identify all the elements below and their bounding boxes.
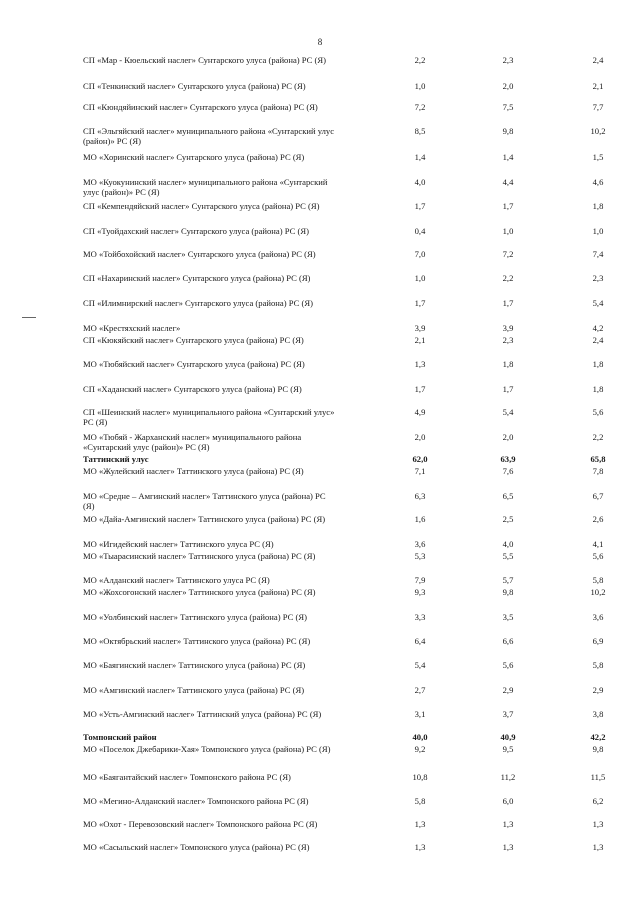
value-3: 2,3 <box>592 273 604 283</box>
value-1: 1,7 <box>414 201 426 211</box>
value-2: 9,8 <box>502 126 514 136</box>
value-2: 1,3 <box>502 819 514 829</box>
row-name: МО «Сасыльский наслег» Томпонского улуса (района) РС (Я) <box>83 842 310 852</box>
value-1: 3,1 <box>414 709 426 719</box>
row-name: СП «Хаданский наслег» Сунтарского улуса (района) РС (Я) <box>83 384 302 394</box>
page-number: 8 <box>317 37 323 47</box>
row-name: МО «Куокунинский наслег» муниципального района «Сунтарский улус (район)» РС (Я) <box>83 177 328 197</box>
value-3: 4,1 <box>592 539 604 549</box>
value-3: 10,2 <box>590 126 606 136</box>
row-name: МО «Тойбохойский наслег» Сунтарского улуса (района) РС (Я) <box>83 249 316 259</box>
row-name: Томпонский район <box>83 732 157 742</box>
value-1: 40,0 <box>412 732 428 742</box>
value-1: 8,5 <box>414 126 426 136</box>
margin-mark <box>22 317 36 318</box>
row-name: МО «Тюбяйский наслег» Сунтарского улуса (района) РС (Я) <box>83 359 305 369</box>
row-name: СП «Нахаринский наслег» Сунтарского улуса (района) РС (Я) <box>83 273 311 283</box>
value-2: 40,9 <box>500 732 516 742</box>
value-2: 6,0 <box>502 796 514 806</box>
value-3: 3,6 <box>592 612 604 622</box>
row-name: СП «Мар - Кюельский наслег» Сунтарского улуса (района) РС (Я) <box>83 55 326 65</box>
value-3: 2,6 <box>592 514 604 524</box>
value-2: 11,2 <box>500 772 516 782</box>
value-1: 7,9 <box>414 575 426 585</box>
row-name: МО «Усть-Амгинский наслег» Таттинский улуса (района) РС (Я) <box>83 709 322 719</box>
row-name: МО «Средне – Амгинский наслег» Таттинского улуса (района) РС (Я) <box>83 491 326 511</box>
row-name: МО «Амгинский наслег» Таттинского улуса (района) РС (Я) <box>83 685 305 695</box>
row-name: МО «Тюбяй - Жарханский наслег» муниципального района «Сунтарский улус (район)» РС (Я) <box>83 432 302 452</box>
value-2: 9,5 <box>502 744 514 754</box>
value-2: 1,7 <box>502 384 514 394</box>
value-1: 3,9 <box>414 323 426 333</box>
value-3: 3,8 <box>592 709 604 719</box>
value-3: 7,4 <box>592 249 604 259</box>
value-2: 6,6 <box>502 636 514 646</box>
value-2: 3,7 <box>502 709 514 719</box>
value-3: 1,8 <box>592 359 604 369</box>
row-name: МО «Жохсогонский наслег» Таттинского улуса (района) РС (Я) <box>83 587 316 597</box>
row-name: СП «Кемпендяйский наслег» Сунтарского улуса (района) РС (Я) <box>83 201 320 211</box>
row-name: МО «Дайа-Амгинский наслег» Таттинского улуса (района) РС (Я) <box>83 514 326 524</box>
value-1: 1,3 <box>414 842 426 852</box>
value-2: 9,8 <box>502 587 514 597</box>
row-name: СП «Туойдахский наслег» Сунтарского улуса (района) РС (Я) <box>83 226 309 236</box>
value-3: 2,9 <box>592 685 604 695</box>
value-3: 10,2 <box>590 587 606 597</box>
value-3: 7,7 <box>592 102 604 112</box>
value-3: 2,1 <box>592 81 604 91</box>
value-2: 3,5 <box>502 612 514 622</box>
row-name: СП «Кюндяйинский наслег» Сунтарского улуса (района) РС (Я) <box>83 102 318 112</box>
value-1: 7,2 <box>414 102 426 112</box>
value-3: 6,9 <box>592 636 604 646</box>
row-name: МО «Игидейский наслег» Таттинского улуса РС (Я) <box>83 539 274 549</box>
value-1: 0,4 <box>414 226 426 236</box>
value-3: 1,3 <box>592 842 604 852</box>
row-name: МО «Хоринский наслег» Сунтарского улуса (района) РС (Я) <box>83 152 305 162</box>
row-name: МО «Октябрьский наслег» Таттинского улуса (района) РС (Я) <box>83 636 311 646</box>
value-1: 1,7 <box>414 384 426 394</box>
value-2: 7,5 <box>502 102 514 112</box>
value-1: 6,3 <box>414 491 426 501</box>
row-name: МО «Тыарасинский наслег» Таттинского улуса (района) РС (Я) <box>83 551 316 561</box>
row-name: МО «Жулейский наслег» Таттинского улуса (района) РС (Я) <box>83 466 304 476</box>
value-1: 1,3 <box>414 359 426 369</box>
value-1: 1,0 <box>414 273 426 283</box>
value-1: 2,1 <box>414 335 426 345</box>
value-1: 62,0 <box>412 454 428 464</box>
value-2: 5,4 <box>502 407 514 417</box>
value-3: 1,8 <box>592 201 604 211</box>
value-3: 6,7 <box>592 491 604 501</box>
row-name: МО «Мегино-Алданский наслег» Томпонского района РС (Я) <box>83 796 309 806</box>
row-name: СП «Илимнирский наслег» Сунтарского улуса (района) РС (Я) <box>83 298 313 308</box>
value-2: 2,2 <box>502 273 514 283</box>
row-name: МО «Поселок Джебарики-Хая» Томпонского улуса (района) РС (Я) <box>83 744 331 754</box>
row-name: СП «Шеинский наслег» муниципального района «Сунтарский улус» РС (Я) <box>83 407 335 427</box>
row-name: Таттинский улус <box>83 454 149 464</box>
value-2: 1,7 <box>502 298 514 308</box>
value-3: 7,8 <box>592 466 604 476</box>
row-name: МО «Алданский наслег» Таттинского улуса РС (Я) <box>83 575 270 585</box>
value-3: 5,8 <box>592 660 604 670</box>
value-3: 2,4 <box>592 335 604 345</box>
value-1: 4,0 <box>414 177 426 187</box>
value-1: 5,4 <box>414 660 426 670</box>
value-1: 2,2 <box>414 55 426 65</box>
value-3: 11,5 <box>590 772 606 782</box>
row-name: СП «Тенкинский наслег» Сунтарского улуса (района) РС (Я) <box>83 81 306 91</box>
value-1: 1,6 <box>414 514 426 524</box>
value-1: 3,6 <box>414 539 426 549</box>
value-1: 1,0 <box>414 81 426 91</box>
row-name: МО «Баягинский наслег» Таттинского улуса (района) РС (Я) <box>83 660 306 670</box>
value-2: 2,5 <box>502 514 514 524</box>
value-1: 1,4 <box>414 152 426 162</box>
row-name: СП «Кюкяйский наслег» Сунтарского улуса (района) РС (Я) <box>83 335 304 345</box>
value-2: 63,9 <box>500 454 516 464</box>
value-1: 9,3 <box>414 587 426 597</box>
value-2: 4,0 <box>502 539 514 549</box>
value-3: 1,3 <box>592 819 604 829</box>
value-1: 3,3 <box>414 612 426 622</box>
value-2: 1,3 <box>502 842 514 852</box>
value-1: 9,2 <box>414 744 426 754</box>
value-1: 1,7 <box>414 298 426 308</box>
value-2: 7,6 <box>502 466 514 476</box>
value-3: 6,2 <box>592 796 604 806</box>
value-2: 2,0 <box>502 432 514 442</box>
value-2: 2,3 <box>502 335 514 345</box>
value-3: 1,5 <box>592 152 604 162</box>
value-1: 7,0 <box>414 249 426 259</box>
value-2: 1,4 <box>502 152 514 162</box>
value-3: 1,0 <box>592 226 604 236</box>
value-2: 1,0 <box>502 226 514 236</box>
value-3: 5,6 <box>592 407 604 417</box>
value-2: 5,5 <box>502 551 514 561</box>
value-1: 1,3 <box>414 819 426 829</box>
value-3: 1,8 <box>592 384 604 394</box>
value-3: 4,2 <box>592 323 604 333</box>
value-2: 5,6 <box>502 660 514 670</box>
row-name: МО «Крестяхский наслег» <box>83 323 181 333</box>
value-2: 7,2 <box>502 249 514 259</box>
value-2: 1,7 <box>502 201 514 211</box>
value-2: 2,9 <box>502 685 514 695</box>
row-name: МО «Баягантайский наслег» Томпонского района РС (Я) <box>83 772 291 782</box>
row-name: СП «Эльгяйский наслег» муниципального района «Сунтарский улус (район)» РС (Я) <box>83 126 335 146</box>
value-3: 2,2 <box>592 432 604 442</box>
value-1: 6,4 <box>414 636 426 646</box>
value-1: 5,8 <box>414 796 426 806</box>
value-3: 9,8 <box>592 744 604 754</box>
value-1: 2,7 <box>414 685 426 695</box>
value-3: 2,4 <box>592 55 604 65</box>
value-2: 1,8 <box>502 359 514 369</box>
value-1: 5,3 <box>414 551 426 561</box>
value-2: 2,0 <box>502 81 514 91</box>
row-name: МО «Охот - Перевозовский наслег» Томпонского района РС (Я) <box>83 819 318 829</box>
value-3: 5,6 <box>592 551 604 561</box>
value-1: 2,0 <box>414 432 426 442</box>
value-3: 5,4 <box>592 298 604 308</box>
row-name: МО «Уолбинский наслег» Таттинского улуса (района) РС (Я) <box>83 612 307 622</box>
value-3: 42,2 <box>590 732 606 742</box>
value-3: 5,8 <box>592 575 604 585</box>
value-2: 3,9 <box>502 323 514 333</box>
value-1: 4,9 <box>414 407 426 417</box>
value-3: 4,6 <box>592 177 604 187</box>
value-2: 2,3 <box>502 55 514 65</box>
value-2: 4,4 <box>502 177 514 187</box>
value-2: 6,5 <box>502 491 514 501</box>
value-3: 65,8 <box>590 454 606 464</box>
value-2: 5,7 <box>502 575 514 585</box>
value-1: 10,8 <box>412 772 428 782</box>
value-1: 7,1 <box>414 466 426 476</box>
